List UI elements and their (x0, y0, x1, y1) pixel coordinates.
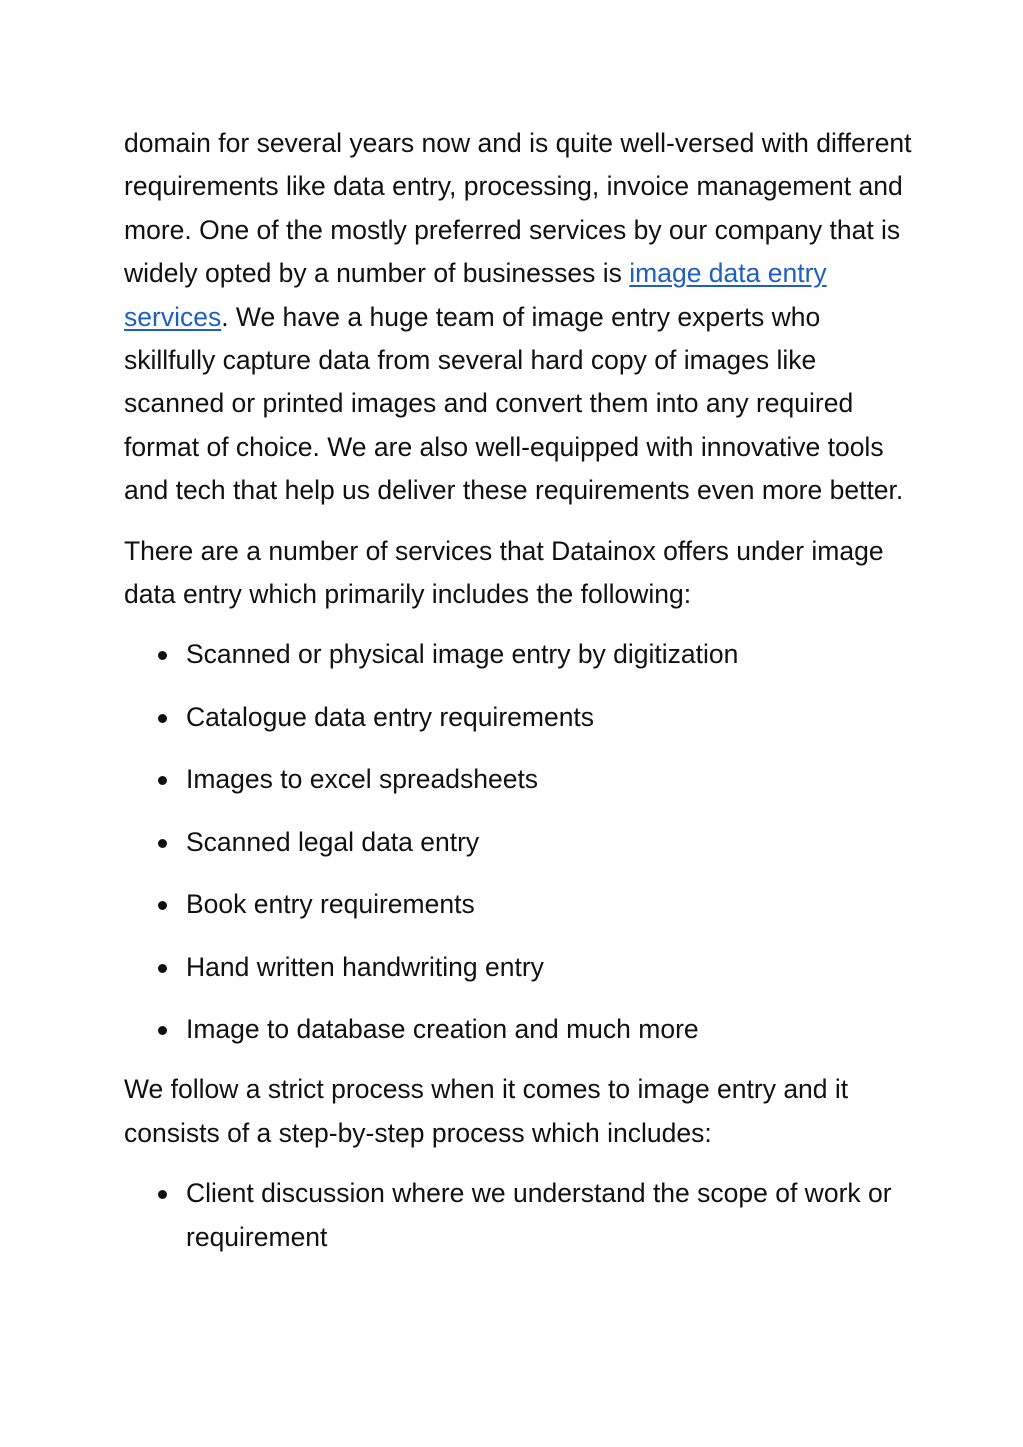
list-item-text: Catalogue data entry requirements (186, 701, 595, 732)
intro-paragraph (124, 122, 914, 513)
list-item-text: Client discussion where we understand the scope of work or requirement (186, 1178, 892, 1252)
list-item (124, 821, 914, 864)
document-body (124, 122, 914, 1276)
list-item (124, 758, 914, 801)
bullet-icon (158, 901, 167, 910)
bullet-icon (158, 839, 167, 848)
list-item (124, 633, 914, 676)
list-item (124, 1172, 914, 1259)
bullet-icon (158, 776, 167, 785)
bullet-icon (158, 964, 167, 973)
list-item (124, 696, 914, 739)
list-item-text: Hand written handwriting entry (186, 951, 544, 982)
list-item-text: Scanned or physical image entry by digitization (186, 639, 739, 670)
services-list (124, 633, 914, 1051)
process-intro-paragraph: We follow a strict process when it comes to image entry and it consists of a step-by-step process which includes: (124, 1074, 849, 1148)
services-intro-paragraph: There are a number of services that Datainox offers under image data entry which primarily includes the following: (124, 535, 884, 610)
bullet-icon (158, 651, 167, 660)
list-item-text: Book entry requirements (186, 889, 475, 920)
image-data-entry-services-link[interactable]: image data entry services (124, 258, 827, 332)
list-item-text: Images to excel spreadsheets (186, 764, 539, 795)
intro-text-before-link: domain for several years now and is quite well-versed with different requirements like data entry, processing, invoice management and more. One of the mostly preferred services by our company that is widely opted by a number of businesses is (124, 128, 912, 289)
list-item (124, 883, 914, 926)
list-item-text: Image to database creation and much more (186, 1013, 699, 1044)
bullet-icon (158, 714, 167, 723)
list-item (124, 946, 914, 989)
bullet-icon (158, 1026, 167, 1035)
process-list (124, 1172, 914, 1259)
intro-text-after-link: . We have a huge team of image entry experts who skillfully capture data from several hard copy of images like scanned or printed images and convert them into any required format of choice. We are also well-equipped with innovative tools and tech that help us deliver these requirements even more better. (124, 301, 904, 506)
list-item (124, 1008, 914, 1051)
bullet-icon (158, 1190, 167, 1199)
list-item-text: Scanned legal data entry (186, 826, 480, 857)
